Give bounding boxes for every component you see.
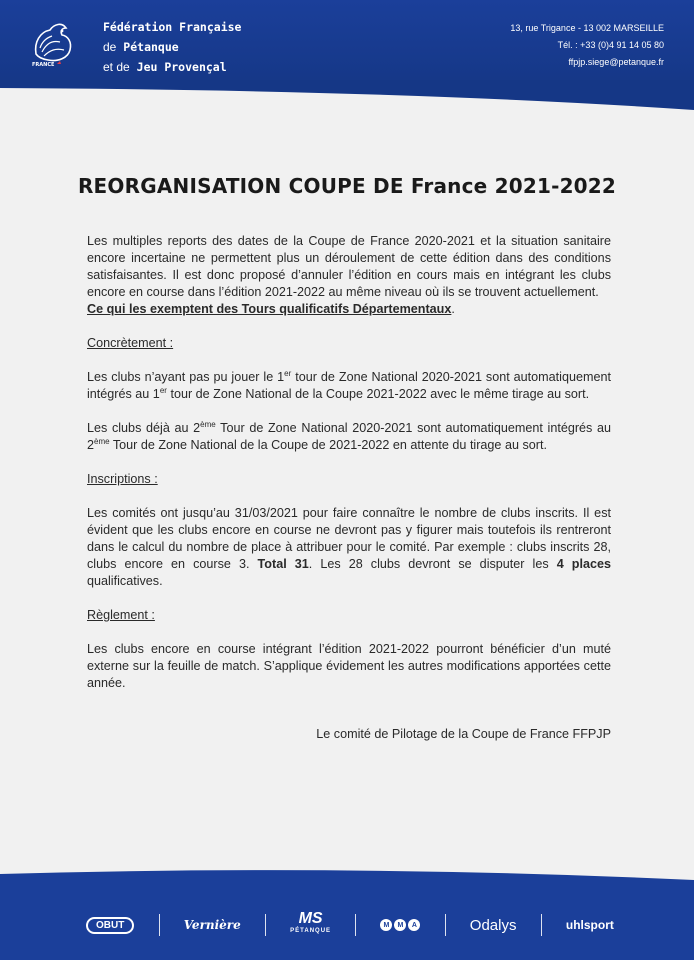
rooster-logo-icon [24, 14, 82, 72]
divider [445, 914, 446, 936]
fed-line2-bold: Pétanque [123, 40, 179, 54]
sponsor-obut-logo: OBUT [86, 917, 134, 934]
paragraph-reglement: Les clubs encore en course intégrant l’édition 2021-2022 pourront bénéficier d’un muté externe sur la feuille de match. S’applique évidement les autres modifications apportées cette année. [87, 642, 611, 690]
para2-sup: ème [200, 419, 216, 429]
intro-emphasis: Ce qui les exemptent des Tours qualificatifs Départementaux [87, 302, 452, 316]
divider [541, 914, 542, 936]
para3-text-b: . Les 28 clubs devront se disputer les [308, 557, 557, 571]
para1-text-a: Les clubs n’ayant pas pu jouer le 1 [87, 370, 285, 384]
inscriptions-heading: Inscriptions : [87, 472, 158, 486]
fed-line2-prefix: de [103, 40, 117, 54]
para3-text-c: qualificatives. [87, 574, 163, 588]
sponsor-odalys-logo: Odalys [469, 916, 517, 934]
paragraph-round1 [87, 369, 611, 403]
sponsor-mma-logo: M M A [380, 919, 420, 931]
para1-sup2: er [159, 385, 167, 395]
divider [159, 914, 160, 936]
document-body [87, 233, 611, 743]
document-title: REORGANISATION COUPE DE France 2021-2022 [77, 174, 617, 198]
document-page [0, 88, 694, 888]
footer-curve [0, 862, 694, 892]
para3-total: Total 31 [257, 557, 309, 571]
letterhead-banner [0, 0, 694, 88]
divider [355, 914, 356, 936]
para2-sup2: ème [94, 436, 110, 446]
sponsor-footer [0, 890, 694, 960]
intro-emphasis-line: Ce qui les exemptent des Tours qualificatifs Départementaux. [87, 302, 455, 316]
address-line: 13, rue Trigance - 13 002 MARSEILLE [510, 23, 664, 33]
sponsor-uhlsport-logo: uhlsport [565, 918, 614, 932]
fed-line3-prefix: et de [103, 60, 130, 74]
svg-text:FRANCE: FRANCE [32, 62, 55, 68]
divider [265, 914, 266, 936]
sponsor-row [0, 910, 694, 940]
para3-text-a: Les comités ont jusqu’au 31/03/2021 pour faire connaître le nombre de clubs inscrits. Il est évident que les clubs encore en course ne devront pas y figurer mais toutefois ils rentreront dans le calcul du nombre de place à attribuer pour le comité. Par exemple : clubs inscrits 28, clubs encore en course 3. [87, 506, 611, 571]
para1-text-c: tour de Zone National de la Coupe 2021-2022 avec le même tirage au sort. [166, 387, 590, 401]
para2-text-a: Les clubs déjà au 2 [87, 421, 201, 435]
para2-text-b: Tour de Zone National 2020-2021 sont automatiquement intégrés au 2 [87, 421, 611, 452]
intro-paragraph: Les multiples reports des dates de la Coupe de France 2020-2021 et la situation sanitaire encore incertaine ne permettent plus un déroulement de cette édition dans des conditions satisfaisantes. Il est donc proposé d’annuler l’édition en cours mais en intégrant les clubs encore en course dans l’édition 2021-2022 au même niveau où ils se trouvent actuellement. [87, 234, 611, 299]
paragraph-round2 [87, 420, 611, 454]
reglement-heading: Règlement : [87, 608, 155, 622]
contact-block [510, 20, 664, 71]
para2-text-c: Tour de Zone National de la Coupe de 2021-2022 en attente du tirage au sort. [109, 438, 547, 452]
federation-name [103, 17, 241, 77]
signature: Le comité de Pilotage de la Coupe de France FFPJP [316, 727, 611, 741]
ms-subtitle: PÉTANQUE [290, 928, 332, 934]
email-line: ffpjp.siege@petanque.fr [568, 57, 664, 67]
para1-text-b: tour de Zone National 2020-2021 sont automatiquement intégrés au 1 [87, 370, 611, 401]
sponsor-ms-logo [290, 912, 331, 938]
paragraph-inscriptions [87, 505, 611, 590]
para1-sup: er [284, 368, 292, 378]
para3-places: 4 places [556, 557, 612, 571]
fed-line1: Fédération Française [103, 20, 242, 34]
concretement-heading: Concrètement : [87, 336, 174, 350]
fed-line3-bold: Jeu Provençal [136, 60, 227, 74]
ms-mark: MS [298, 910, 323, 927]
phone-line: Tél. : +33 (0)4 91 14 05 80 [557, 40, 664, 50]
sponsor-verniere-logo: Vernière [183, 918, 241, 932]
